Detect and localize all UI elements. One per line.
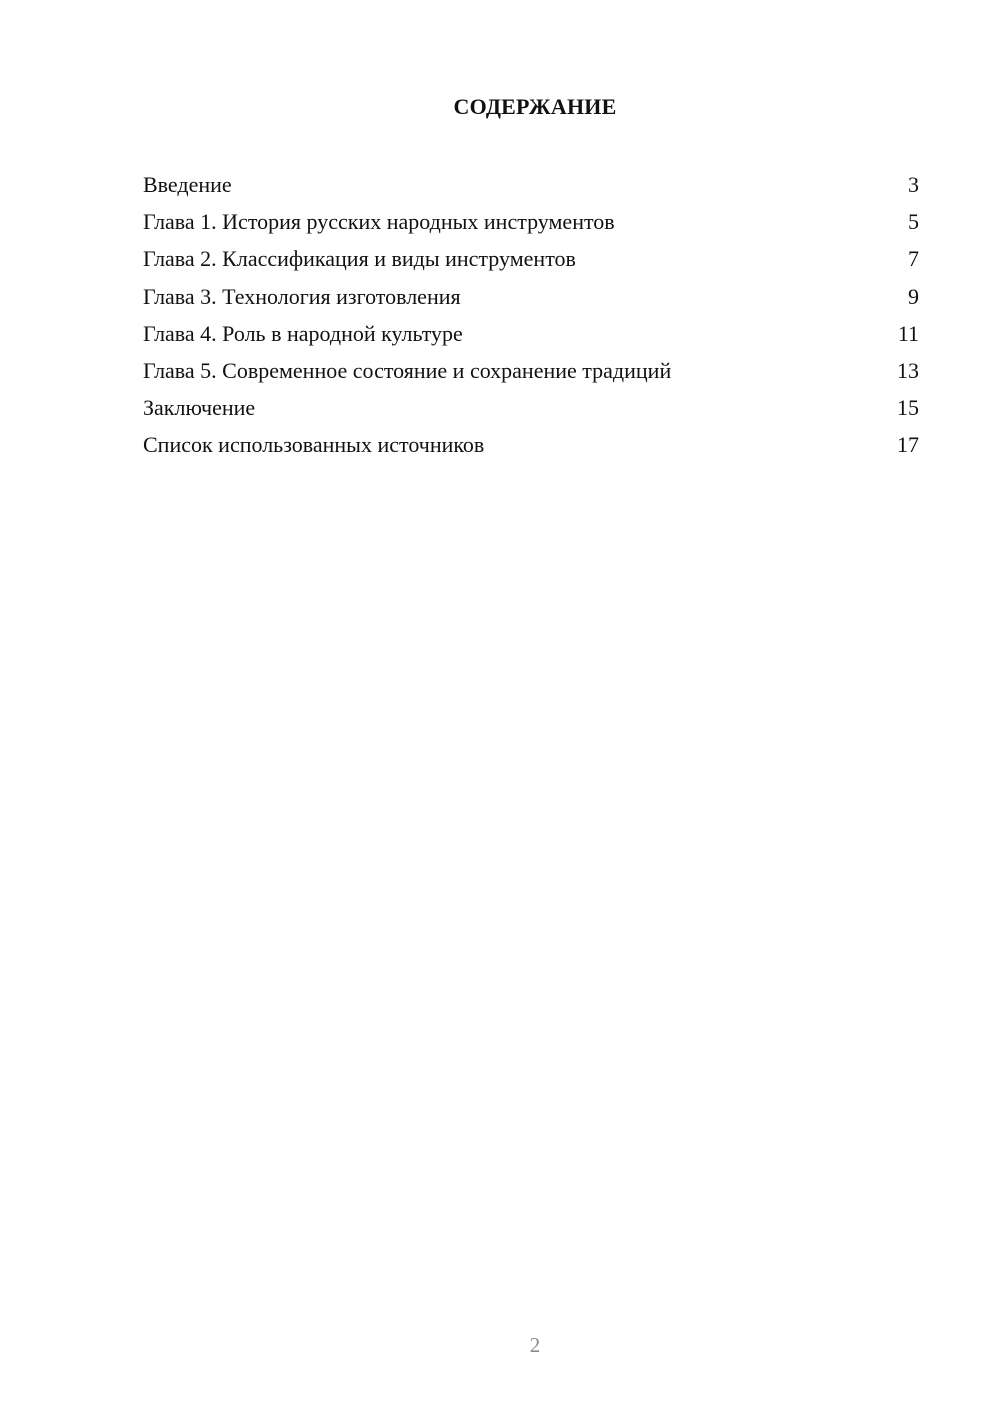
page-title: СОДЕРЖАНИЕ [453, 94, 617, 119]
toc-entry-chapter-3 [143, 280, 919, 317]
page-number: 2 [529, 1333, 541, 1357]
toc-entry-introduction [143, 168, 919, 205]
toc-entry-conclusion [143, 391, 919, 428]
table-of-contents [143, 168, 919, 466]
toc-entry-page: 3 [908, 172, 919, 197]
toc-entry-chapter-5 [143, 354, 919, 391]
toc-entry-title: Введение [143, 172, 232, 197]
toc-entry-page: 5 [908, 209, 919, 235]
toc-entry-chapter-2 [143, 242, 919, 279]
toc-entry-title: Глава 5. Современное состояние и сохранение традиций [143, 357, 672, 383]
toc-entry-chapter-4 [143, 317, 919, 354]
toc-entry-page: 13 [897, 357, 919, 383]
toc-entry-page: 11 [897, 320, 919, 346]
toc-entry-title: Глава 3. Технология изготовления [143, 283, 461, 309]
toc-entry-page: 7 [908, 246, 919, 272]
toc-entry-references [143, 428, 919, 465]
toc-entry-page: 17 [897, 432, 919, 458]
toc-entry-chapter-1 [143, 205, 919, 242]
toc-entry-title: Глава 4. Роль в народной культуре [143, 320, 463, 346]
toc-entry-title: Глава 1. История русских народных инструментов [143, 209, 615, 235]
toc-entry-page: 9 [908, 283, 919, 309]
toc-entry-title: Глава 2. Классификация и виды инструментов [143, 246, 576, 272]
toc-entry-title: Список использованных источников [143, 432, 485, 458]
toc-entry-title: Заключение [143, 395, 256, 421]
toc-entry-page: 15 [897, 395, 919, 421]
